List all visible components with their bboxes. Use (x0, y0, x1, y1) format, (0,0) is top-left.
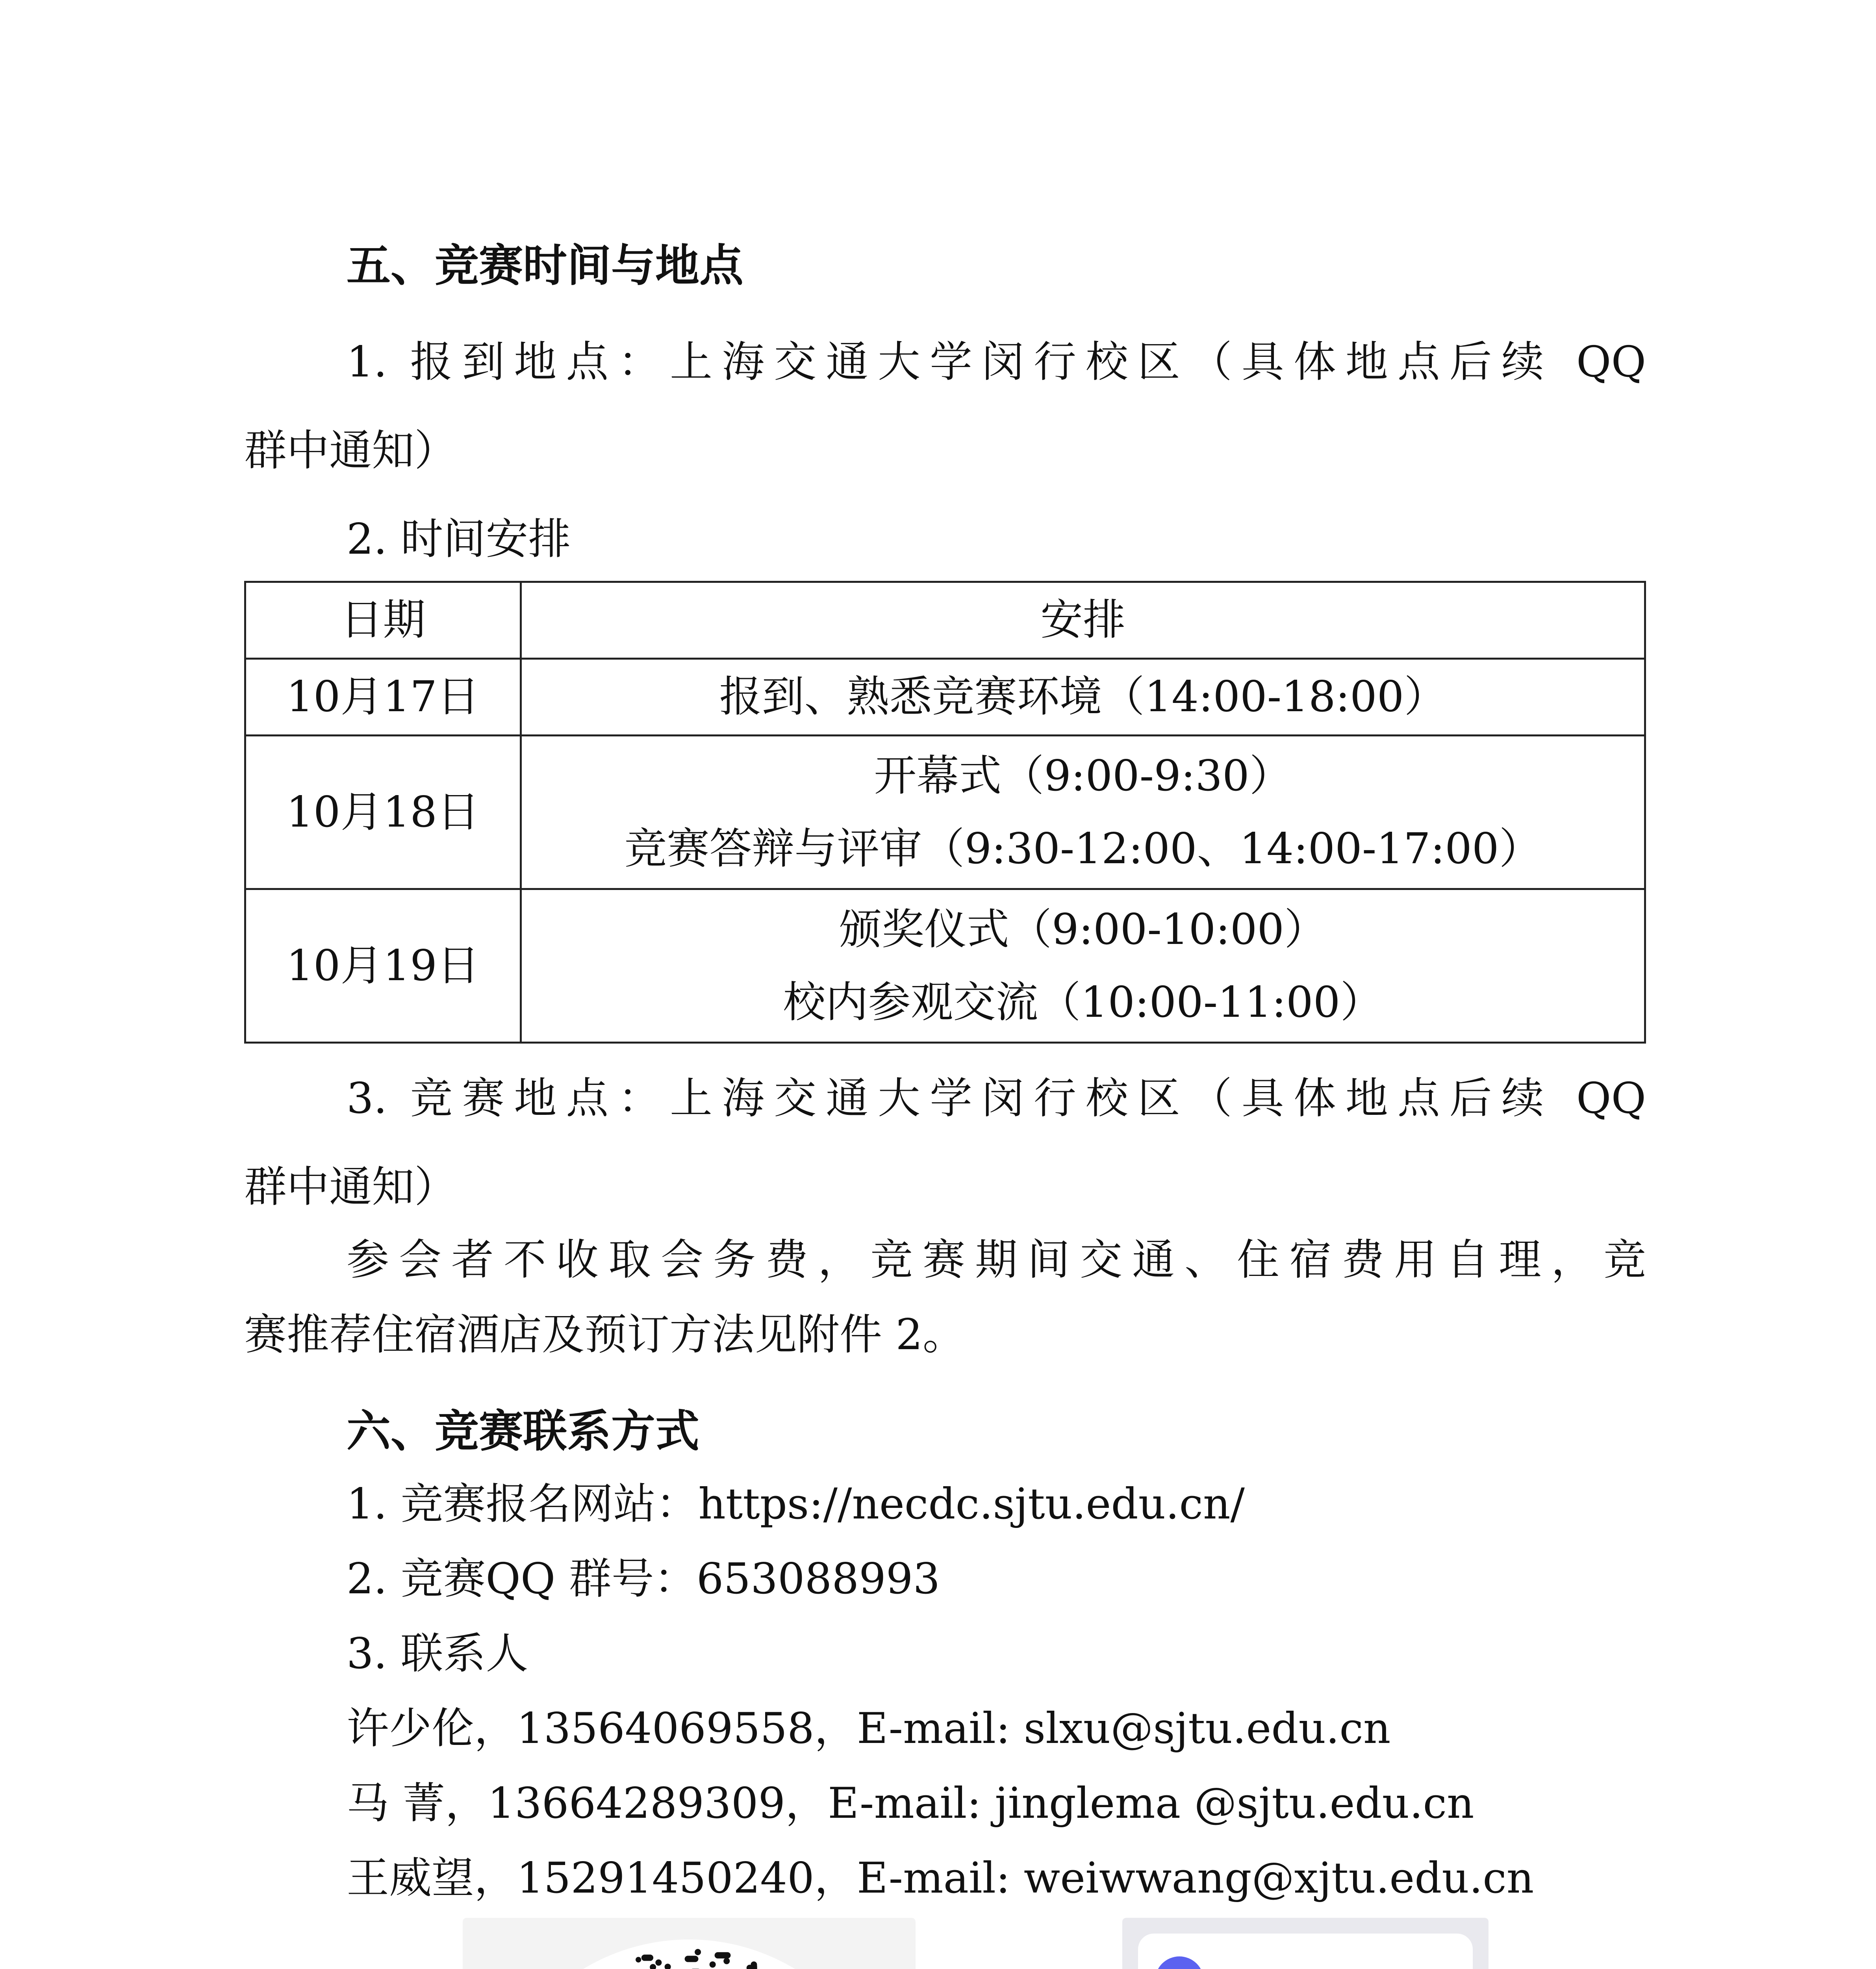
table-row (245, 736, 1645, 889)
qq-group-line: 2. 竞赛QQ 群号：653088993 (347, 1554, 940, 1604)
mini-program-code-icon (463, 1918, 916, 1969)
registration-location: 1. 报到地点：上海交通大学闵行校区（具体地点后续 QQ (347, 337, 1646, 387)
contact-2: 马 菁，13664289309，E-mail: jinglema @sjtu.edu.cn (347, 1779, 1474, 1828)
row-date: 10月19日 (245, 889, 521, 1043)
competition-location-cont: 群中通知） (244, 1162, 457, 1212)
qq-group-card-graphic (1122, 1918, 1489, 1969)
schedule-label: 2. 时间安排 (347, 515, 571, 564)
arrangement-line: 颁奖仪式（9:00-10:00） (839, 905, 1327, 954)
table-row (245, 659, 1645, 736)
section5-heading: 五、竞赛时间与地点 (347, 240, 743, 291)
arrangement-line: 竞赛答辩与评审（9:30-12:00、14:00-17:00） (624, 824, 1542, 873)
header-date: 日期 (245, 582, 521, 659)
competition-location: 3. 竞赛地点：上海交通大学闵行校区（具体地点后续 QQ (347, 1074, 1646, 1123)
contact-label: 3. 联系人 (347, 1629, 528, 1678)
row-date: 10月18日 (245, 736, 521, 889)
table-header-row (245, 582, 1645, 659)
row-arrangement (521, 889, 1645, 1043)
header-arrangement: 安排 (521, 582, 1645, 659)
qq-card-title (1244, 1965, 1415, 1969)
contact-3: 王威望，15291450240，E-mail: weiwwang@xjtu.edu.cn (347, 1854, 1534, 1903)
fee-note-cont: 赛推荐住宿酒店及预订方法见附件 2。 (244, 1310, 966, 1359)
arrangement-line: 校内参观交流（10:00-11:00） (783, 977, 1383, 1027)
registration-location-cont: 群中通知） (244, 426, 457, 475)
row-arrangement: 报到、熟悉竞赛环境（14:00-18:00） (521, 659, 1645, 736)
row-arrangement (521, 736, 1645, 889)
fee-note: 参会者不收取会务费，竞赛期间交通、住宿费用自理，竞 (347, 1235, 1646, 1285)
schedule-table (244, 581, 1646, 1044)
qq-group-card[interactable] (1122, 1918, 1489, 1969)
row-date: 10月17日 (245, 659, 521, 736)
contact-1: 许少伦，13564069558，E-mail: slxu@sjtu.edu.cn (347, 1704, 1391, 1753)
section6-heading: 六、竞赛联系方式 (347, 1406, 699, 1457)
submission-qr-code[interactable] (463, 1918, 916, 1969)
website-line: 1. 竞赛报名网站：https://necdc.sjtu.edu.cn/ (347, 1480, 1245, 1529)
table-row (245, 889, 1645, 1043)
arrangement-line: 开幕式（9:00-9:30） (874, 751, 1292, 801)
